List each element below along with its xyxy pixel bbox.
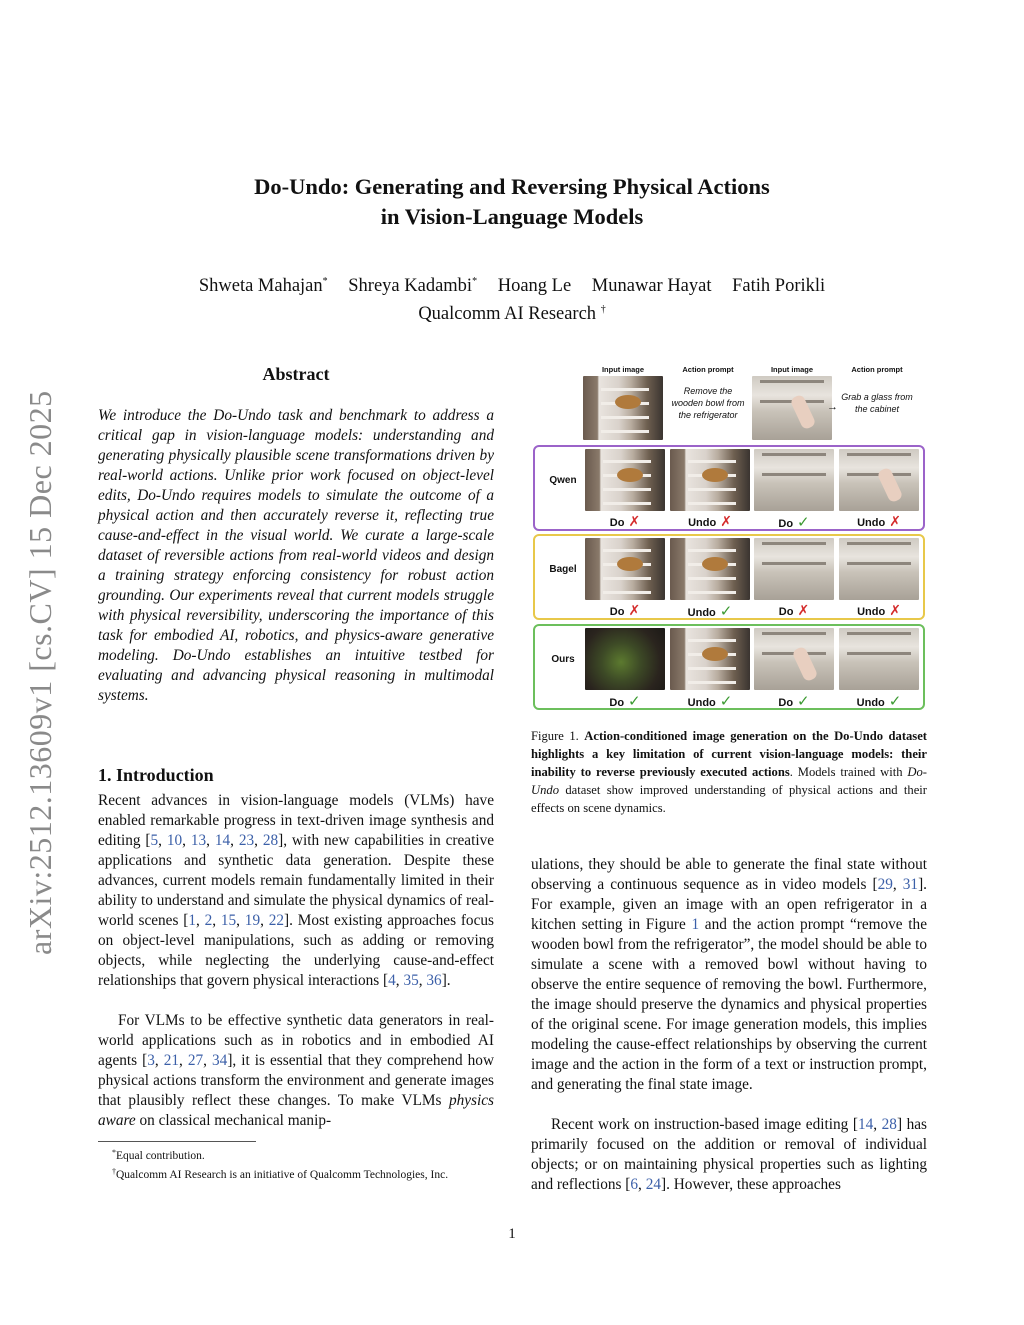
text: ] has primarily focused on the addition or removal of individual objects; or on maintaining physical properties such as lighting and reflections [ (531, 1116, 927, 1193)
check-icon: ✓ (719, 693, 733, 710)
check-icon: ✓ (719, 603, 733, 620)
group-ours (533, 624, 925, 710)
citation-link[interactable]: 5 (150, 832, 159, 849)
verdict-label: Do (778, 518, 794, 530)
column-header: Action prompt (682, 365, 734, 374)
author-name: Munawar Hayat (591, 276, 712, 296)
verdict-label: Undo (857, 606, 886, 618)
author (498, 276, 571, 296)
figure-caption (531, 727, 927, 817)
text: Recent advances in vision-language models (VLMs) have enabled remarkable progress in text-driven image synthesis and editing [ (98, 792, 494, 849)
caption-label: Figure 1. (531, 729, 579, 743)
citation-link[interactable]: 4 (388, 972, 396, 989)
affiliation (0, 298, 1024, 326)
model-label: Ours (551, 654, 575, 665)
emphasis: physics aware (98, 1092, 494, 1129)
author-name: Fatih Porikli (732, 276, 826, 296)
author-list (0, 270, 1024, 298)
cross-icon: ✗ (628, 513, 641, 529)
citation-link[interactable]: 27 (187, 1052, 204, 1069)
citation-link[interactable]: 34 (212, 1052, 228, 1069)
footnote-mark: † (112, 1167, 116, 1176)
footnotes (98, 1145, 494, 1183)
verdict-label: Undo (687, 697, 716, 709)
check-icon: ✓ (797, 693, 810, 710)
text: . Models trained with (789, 765, 908, 779)
text: dataset show improved understanding of physical actions and their effects on scene dynamics. (531, 783, 927, 815)
citation-link[interactable]: 36 (426, 972, 442, 989)
author (592, 276, 712, 296)
output-image (585, 449, 665, 511)
verdict-label: Undo (688, 517, 717, 529)
emphasis: Do-Undo (531, 765, 927, 797)
citation-link[interactable]: 35 (403, 972, 419, 989)
group-qwen (533, 445, 925, 531)
verdict (754, 692, 834, 710)
output-image (670, 538, 750, 600)
output-image (754, 538, 834, 600)
title-line-1: Do-Undo: Generating and Reversing Physical Actions (254, 174, 770, 199)
citation-link[interactable]: 14 (214, 832, 231, 849)
text: Recent work on instruction-based image editing [ (551, 1116, 858, 1133)
affiliation-name: Qualcomm AI Research (418, 304, 597, 324)
model-label: Bagel (549, 564, 577, 575)
output-image (754, 628, 834, 690)
intro-paragraph-1: Recent advances in vision-language models (VLMs) have enabled remarkable progress in text-driven image synthesis and editing [5, 10, 13, 14, 23, 28], with new capabilities in creative applications and synthetic data generation. Despite these advances, current models remain fundamentally limited in their ability to understand and simulate the physical dynamics of real-world scenes [1, 2, 15, 19, 22]. Most existing approaches focus on object-level manipulations, such as adding or removing objects, while neglecting the underlying cause-and-effect relationships that govern physical interactions [4, 35, 36]. (98, 792, 495, 989)
right-paragraph-2: Recent work on instruction-based image editing [14, 28] has primarily focused on the addition or removal of individual objects; or on maintaining physical properties such as lighting and reflections [6, 24]. However, these approaches (531, 1116, 927, 1193)
citation-link[interactable]: 14 (857, 1116, 874, 1133)
cross-icon: ✗ (628, 602, 641, 618)
author (348, 276, 477, 296)
section-heading-introduction: 1. Introduction (98, 765, 214, 785)
footnote-rule (98, 1141, 256, 1142)
cross-icon: ✗ (720, 513, 732, 529)
column-header: Input image (601, 365, 645, 374)
verdict-label: Undo (687, 607, 716, 619)
author (732, 276, 825, 296)
check-icon: ✓ (628, 693, 641, 710)
check-icon: ✓ (797, 514, 810, 531)
citation-link[interactable]: 23 (238, 832, 255, 849)
author-mark: * (472, 276, 478, 287)
column-header: Action prompt (851, 365, 903, 374)
input-image-cabinet (752, 376, 832, 440)
footnote-text: Equal contribution. (116, 1150, 205, 1162)
output-image (754, 449, 834, 511)
output-image (839, 449, 919, 511)
caption-bold: Action-conditioned image generation on the Do-Undo dataset highlights a key limitation of current vision-language models: their inability to reverse previously executed actions (531, 729, 927, 779)
abstract-text: We introduce the Do-Undo task and benchmark to address a critical gap in vision-language models: understanding and generating physically plausible scene transformations driven by real-world actions. Unlike prior work focused on object-level edits, Do-Undo requires models to simulate the outcome of a physical action and then accurately reverse it, reflecting true cause-and-effect in the visual world. We curate a large-scale dataset of reversible actions from real-world videos and design a training strategy enforcing consistency for robust action grounding. Our experiments reveal that current models struggle with physical reversibility, underscoring the importance of this task for embodied AI, robotics, and physics-aware generative modeling. Do-Undo establishes an intuitive testbed for evaluating and advancing physical reasoning in multimodal systems. (98, 407, 494, 704)
output-image (670, 449, 750, 511)
text: ], it is essential that they comprehend how physical actions transform the environment and generate images that plausibly reflect these changes. To make VLMs (98, 1052, 495, 1109)
verdict-label: Undo (856, 697, 885, 709)
verdict (754, 602, 834, 619)
cross-icon: ✗ (797, 602, 810, 618)
citation-link[interactable]: 31 (902, 876, 919, 893)
citation-link[interactable]: 15 (220, 912, 237, 929)
author-name: Shreya Kadambi (348, 276, 473, 296)
column-header: Input image (770, 365, 814, 374)
text: ]. However, these approaches (661, 1176, 841, 1193)
citation-link[interactable]: 1 (188, 912, 196, 929)
output-image (585, 538, 665, 600)
paper-title (0, 172, 1024, 232)
author-mark: * (322, 276, 328, 287)
figure-1 (531, 360, 927, 714)
footnote-1 (98, 1145, 494, 1164)
verdict (585, 513, 665, 530)
abstract-heading: Abstract (262, 364, 330, 384)
author-name: Shweta Mahajan (198, 276, 323, 296)
author-block (0, 270, 1024, 326)
verdict (585, 602, 665, 619)
author-name: Hoang Le (497, 276, 572, 296)
footnote-2 (98, 1164, 494, 1183)
figure-link[interactable]: 1 (691, 916, 700, 933)
citation-link[interactable]: 29 (877, 876, 893, 893)
text: For VLMs to be effective synthetic data generators in real-world applications such as in robotics and in embodied AI agents [ (98, 1012, 494, 1069)
verdict-label: Undo (857, 517, 886, 529)
intro-paragraph-2: For VLMs to be effective synthetic data generators in real-world applications such as in robotics and in embodied AI agents [3, 21, 27, 34], it is essential that they comprehend how physical actions transform the environment and generate images that plausibly reflect these changes. To make VLMs physics aware on classical mechanical manip- (98, 1012, 495, 1129)
verdict (839, 602, 919, 619)
citation-link[interactable]: 6 (630, 1176, 639, 1193)
verdict-label: Do (778, 606, 794, 618)
cross-icon: ✗ (889, 602, 901, 618)
citation-link[interactable]: 22 (268, 912, 285, 929)
text: ]. (441, 972, 451, 989)
output-image (670, 628, 750, 690)
footnote-text: Qualcomm AI Research is an initiative of Qualcomm Technologies, Inc. (116, 1169, 449, 1181)
verdict-label: Do (778, 697, 794, 709)
check-icon: ✓ (888, 693, 902, 710)
citation-link[interactable]: 19 (244, 912, 261, 929)
verdict (839, 692, 919, 710)
citation-link[interactable]: 10 (166, 832, 183, 849)
citation-link[interactable]: 24 (645, 1176, 661, 1193)
output-image (839, 628, 919, 690)
citation-link[interactable]: 3 (147, 1052, 155, 1069)
text: ]. For example, given an image with an open refrigerator in a kitchen setting in Figure (531, 876, 927, 933)
author (199, 276, 328, 296)
verdict (670, 602, 750, 620)
page-number: 1 (508, 1226, 516, 1242)
title-line-2: in Vision-Language Models (380, 204, 644, 229)
citation-link[interactable]: 13 (190, 832, 207, 849)
text: and the action prompt “remove the wooden bowl from the refrigerator”, the model should be able to simulate a scene with a removed bowl without having to observe the entire sequence of removing the bowl. Furthermore, the image should preserve the dynamics and physical properties of the original scene. For image generation models, this implies modeling the cause-effect relationships by observing the current image and the action in the form of a text or instruction prompt, and generating the final state image. (531, 916, 927, 1093)
text: ]. Most existing approaches focus on object-level manipulations, such as adding or removing objects, while neglecting the underlying cause-and-effect relationships that govern physical interactions [ (98, 912, 494, 989)
text: ulations, they should be able to generate the final state without observing a continuous sequence as in video models [ (531, 856, 927, 893)
footnote-mark: * (112, 1148, 116, 1157)
cross-icon: ✗ (889, 513, 901, 529)
action-prompt-1: Remove the wooden bowl from the refrigerator (671, 386, 745, 420)
verdict (839, 513, 919, 530)
model-label: Qwen (549, 475, 577, 486)
action-prompt-2: Grab a glass from the cabinet (841, 392, 913, 414)
verdict-label: Do (609, 517, 625, 529)
verdict-label: Do (609, 606, 625, 618)
arxiv-stamp: arXiv:2512.13609v1 [cs.CV] 15 Dec 2025 (22, 390, 58, 955)
citation-link[interactable]: 2 (204, 912, 213, 929)
right-paragraph-1: ulations, they should be able to generate the final state without observing a continuous sequence as in video models [29, 31]. For example, given an image with an open refrigerator in a kitchen setting in Figure 1 and the action prompt “remove the wooden bowl from the refrigerator”, the model should be able to simulate a scene with a removed bowl without having to observe the entire sequence of removing the bowl. Furthermore, the image should preserve the dynamics and physical properties of the original scene. For image generation models, this implies modeling the cause-effect relationships by observing the current image and the action in the form of a text or instruction prompt, and generating the final state image. (531, 856, 927, 1093)
verdict-label: Do (609, 697, 625, 709)
verdict (754, 513, 834, 531)
group-bagel (533, 534, 925, 620)
text: ], with new capabilities in creative applications and synthetic data generation. Despite these advances, current models remain fundamentally limited in their ability to understand and simulate the physical dynamics of real-world scenes [ (98, 832, 495, 929)
affiliation-mark: † (600, 304, 606, 315)
arrow-icon: → (827, 401, 838, 413)
output-image (585, 628, 665, 690)
verdict (670, 513, 750, 530)
verdict (670, 692, 750, 710)
text: on classical mechanical manip- (135, 1112, 332, 1129)
citation-link[interactable]: 28 (262, 832, 279, 849)
output-image (839, 538, 919, 600)
citation-link[interactable]: 28 (881, 1116, 897, 1133)
citation-link[interactable]: 21 (163, 1052, 180, 1069)
input-image-fridge (583, 376, 663, 440)
verdict (585, 692, 665, 710)
